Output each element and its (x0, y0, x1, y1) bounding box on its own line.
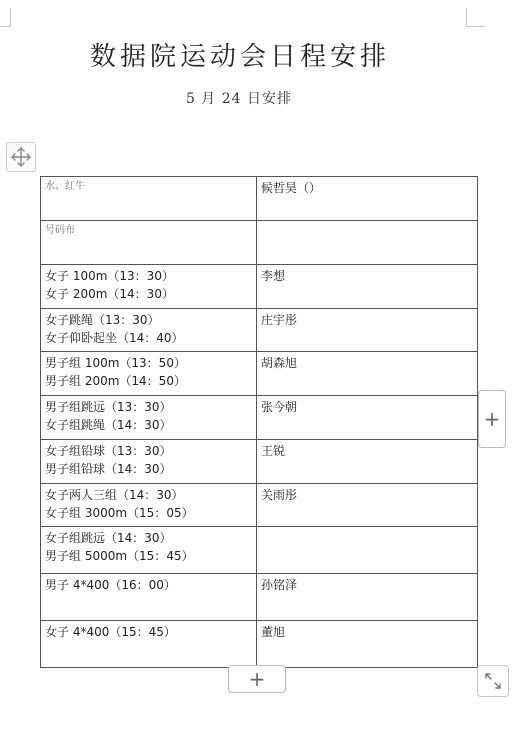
schedule-table (40, 176, 478, 668)
person-cell[interactable] (257, 265, 478, 309)
event-line: 女子跳绳（13：30） (45, 313, 160, 327)
resize-diagonal-icon (483, 671, 503, 691)
event-line: 女子组跳绳（14：30） (45, 418, 172, 432)
table-row (41, 265, 478, 309)
person-name: 李想 (261, 269, 286, 283)
event-line: 号码布 (45, 225, 75, 236)
person-cell[interactable] (257, 221, 478, 265)
event-cell[interactable] (41, 440, 257, 484)
event-cell[interactable] (41, 265, 257, 309)
event-cell[interactable] (41, 221, 257, 265)
event-line: 男子组铅球（14：30） (45, 462, 172, 476)
person-cell[interactable] (257, 352, 478, 396)
event-cell[interactable] (41, 621, 257, 668)
event-line: 男子组 100m（13：50） (45, 356, 186, 370)
person-cell[interactable] (257, 440, 478, 484)
table-resize-handle[interactable] (477, 665, 509, 697)
event-line: 男子 4*400（16：00） (45, 578, 176, 592)
table-row (41, 621, 478, 668)
person-name: 董旭 (261, 625, 286, 639)
person-cell[interactable] (257, 484, 478, 527)
document-subtitle: 5 月 24 日安排 (185, 91, 293, 107)
table-row (41, 309, 478, 352)
event-cell[interactable] (41, 527, 257, 574)
table-row (41, 352, 478, 396)
event-cell[interactable] (41, 177, 257, 221)
person-name: 胡森旭 (261, 356, 298, 370)
event-line: 女子仰卧起坐（14：40） (45, 331, 184, 345)
person-cell[interactable] (257, 177, 478, 221)
event-line: 女子组跳远（14：30） (45, 531, 172, 545)
table-row (41, 484, 478, 527)
event-cell[interactable] (41, 396, 257, 440)
table-row (41, 396, 478, 440)
event-line: 男子组 5000m（15：45） (45, 549, 194, 563)
person-cell[interactable] (257, 574, 478, 621)
person-name: 关雨彤 (261, 488, 298, 502)
event-cell[interactable] (41, 352, 257, 396)
event-line: 女子 200m（14：30） (45, 287, 174, 301)
document-title: 数据院运动会日程安排 (89, 42, 390, 72)
event-line: 女子组 3000m（15：05） (45, 506, 194, 520)
page-corner-mark-right (466, 8, 485, 27)
event-cell[interactable] (41, 484, 257, 527)
event-cell[interactable] (41, 309, 257, 352)
event-line: 男子组 200m（14：50） (45, 374, 186, 388)
event-line: 女子组铅球（13：30） (45, 444, 172, 458)
table-row (41, 440, 478, 484)
event-line: 女子 100m（13：30） (45, 269, 174, 283)
person-cell[interactable] (257, 621, 478, 668)
table-row (41, 574, 478, 621)
person-cell[interactable] (257, 309, 478, 352)
move-arrows-icon (10, 146, 32, 168)
event-line: 水、红牛 (45, 181, 85, 192)
table-row (41, 527, 478, 574)
person-cell[interactable] (257, 527, 478, 574)
person-name: 孙铭泽 (261, 578, 298, 592)
event-line: 男子组跳远（13：30） (45, 400, 172, 414)
person-cell[interactable] (257, 396, 478, 440)
page-corner-mark-left (0, 8, 11, 27)
person-name: 庄宇彤 (261, 313, 298, 327)
add-row-button[interactable]: + (228, 665, 286, 693)
event-line: 女子 4*400（15：45） (45, 625, 176, 639)
table-row (41, 177, 478, 221)
event-line: 女子两人三组（14：30） (45, 488, 184, 502)
person-name: 张今朝 (261, 400, 298, 414)
table-row (41, 221, 478, 265)
table-move-handle[interactable] (6, 142, 36, 172)
person-name: 王锐 (261, 444, 286, 458)
event-cell[interactable] (41, 574, 257, 621)
add-column-button[interactable]: + (478, 390, 506, 448)
person-name: 候哲昊（） (261, 181, 322, 195)
